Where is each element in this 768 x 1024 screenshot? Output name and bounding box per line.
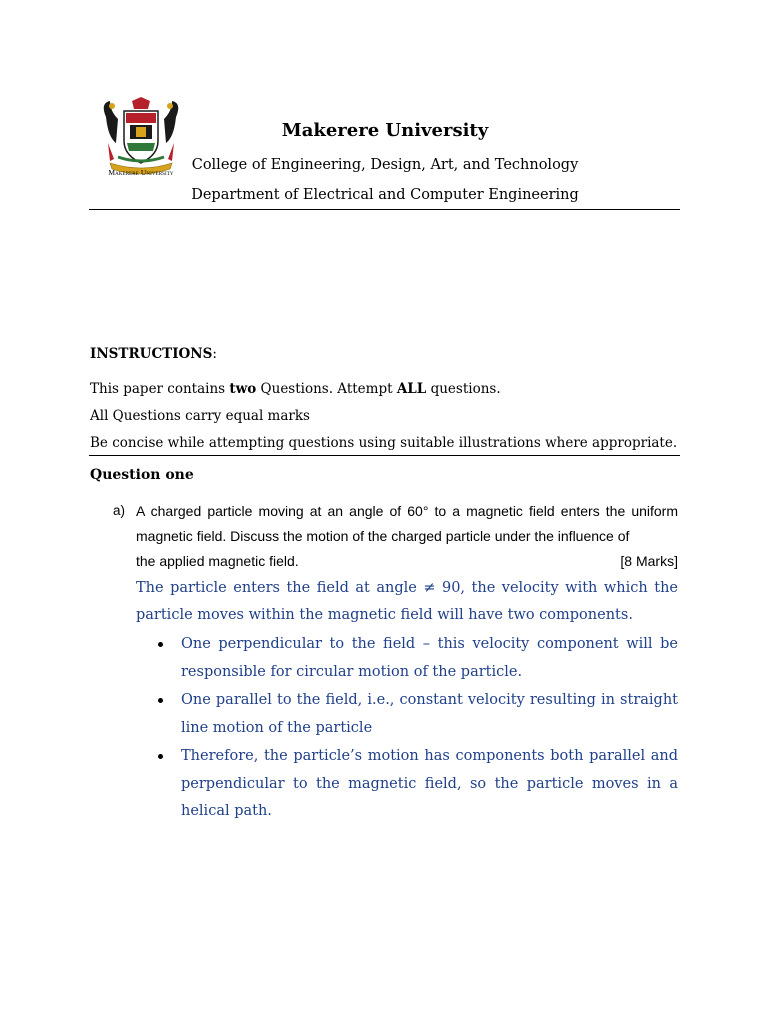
- instructions-divider: [89, 455, 680, 456]
- instruction-line-1: [90, 381, 501, 397]
- instructions-heading-colon: :: [212, 346, 217, 362]
- instructions-heading: [90, 346, 217, 362]
- instruction-line-3: Be concise while attempting questions using suitable illustrations where appropriate.: [90, 435, 678, 451]
- header-divider: [89, 209, 680, 210]
- instruction-1-text-a: This paper contains: [90, 381, 230, 397]
- answer-bullet-list: [136, 631, 678, 827]
- answer-bullet-text: One perpendicular to the field – this velocity component will be responsible for circular motion of the particle.: [181, 636, 678, 680]
- question-part-body: A charged particle moving at an angle of 60° to a magnetic field enters the uniform magnetic field. Discuss the motion of the charged particle under the influence of: [136, 503, 678, 544]
- question-part-last-line: [136, 549, 678, 574]
- bullet-dot-icon: [158, 642, 163, 647]
- question-part-tail: the applied magnetic field.: [136, 553, 299, 569]
- answer-intro: The particle enters the field at angle ≠ 90, the velocity with which the particle moves within the magnetic field will have two components.: [136, 580, 678, 623]
- university-name: Makerere University: [281, 120, 489, 141]
- answer-bullet-text: Therefore, the particle’s motion has components both parallel and perpendicular to the magnetic field, so the particle moves in a helical path.: [181, 748, 678, 819]
- question-marks: [8 Marks]: [620, 553, 678, 569]
- answer-bullet: [136, 631, 678, 686]
- question-part-label: a): [113, 503, 126, 518]
- answer-bullet: [136, 743, 678, 826]
- department-name: Department of Electrical and Computer Engineering: [191, 187, 579, 203]
- instruction-1-text-c: questions.: [426, 381, 501, 397]
- question-heading: Question one: [90, 467, 194, 483]
- question-part-text: [136, 499, 678, 574]
- instructions-heading-label: INSTRUCTIONS: [90, 346, 213, 362]
- instruction-line-2: All Questions carry equal marks: [90, 408, 310, 424]
- logo-caption: Makerere University: [108, 168, 174, 177]
- instruction-1-bold-all: ALL: [396, 381, 427, 397]
- instruction-1-text-b: Questions. Attempt: [256, 381, 397, 397]
- bullet-dot-icon: [158, 754, 163, 759]
- instruction-1-bold-two: two: [229, 381, 257, 397]
- answer-bullet: [136, 687, 678, 742]
- bullet-dot-icon: [158, 698, 163, 703]
- answer-bullet-text: One parallel to the field, i.e., constant velocity resulting in straight line motion of the particle: [181, 692, 678, 736]
- college-name: College of Engineering, Design, Art, and Technology: [191, 157, 579, 173]
